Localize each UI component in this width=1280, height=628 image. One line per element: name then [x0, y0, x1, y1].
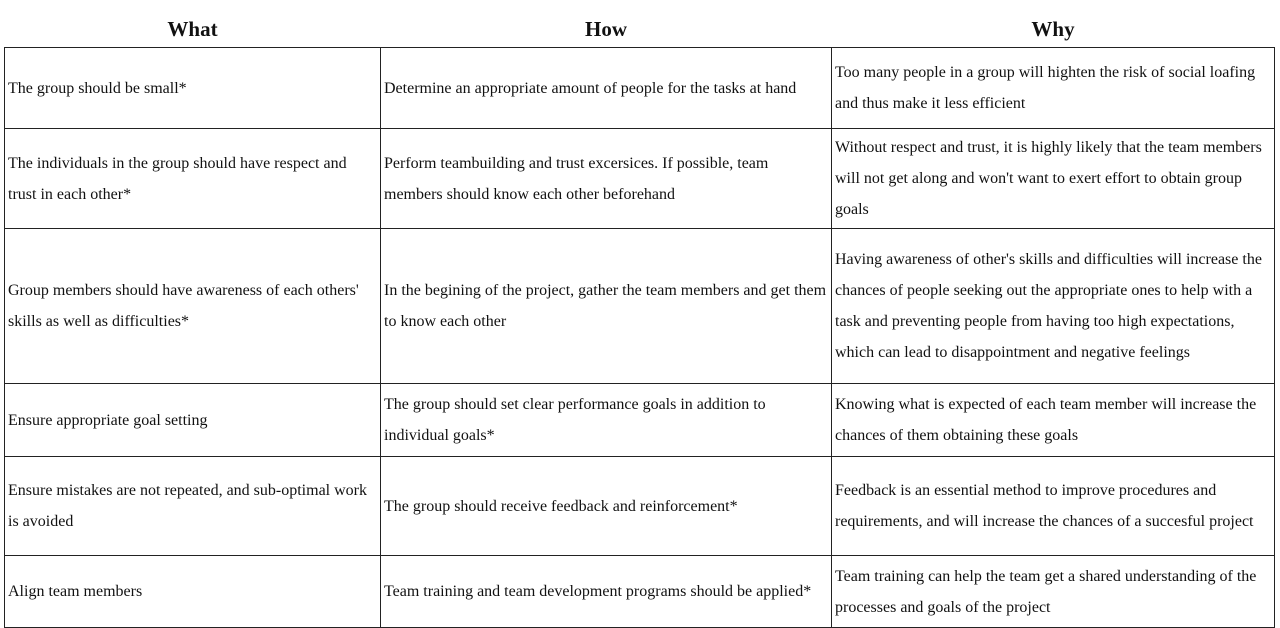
what-how-why-table — [4, 12, 1275, 628]
header-what: What — [5, 12, 381, 48]
how-cell: Perform teambuilding and trust excersices. If possible, team members should know each other beforehand — [381, 129, 832, 229]
table-row — [5, 229, 1275, 384]
header-how: How — [381, 12, 832, 48]
why-cell: Too many people in a group will highten the risk of social loafing and thus make it less efficient — [832, 48, 1275, 129]
table-row — [5, 556, 1275, 628]
table-row — [5, 48, 1275, 129]
what-cell: Align team members — [5, 556, 381, 628]
why-cell: Having awareness of other's skills and difficulties will increase the chances of people seeking out the appropriate ones to help with a task and preventing people from having too high expectations, which can lead to disappointment and negative feelings — [832, 229, 1275, 384]
how-cell: The group should set clear performance goals in addition to individual goals* — [381, 384, 832, 457]
table-row — [5, 384, 1275, 457]
how-cell: Team training and team development programs should be applied* — [381, 556, 832, 628]
what-cell: The individuals in the group should have respect and trust in each other* — [5, 129, 381, 229]
how-cell: Determine an appropriate amount of people for the tasks at hand — [381, 48, 832, 129]
why-cell: Knowing what is expected of each team member will increase the chances of them obtaining these goals — [832, 384, 1275, 457]
table-row — [5, 129, 1275, 229]
why-cell: Without respect and trust, it is highly likely that the team members will not get along and won't want to exert effort to obtain group goals — [832, 129, 1275, 229]
header-why: Why — [832, 12, 1275, 48]
what-cell: The group should be small* — [5, 48, 381, 129]
what-cell: Ensure mistakes are not repeated, and sub-optimal work is avoided — [5, 457, 381, 556]
how-cell: In the begining of the project, gather the team members and get them to know each other — [381, 229, 832, 384]
how-cell: The group should receive feedback and reinforcement* — [381, 457, 832, 556]
why-cell: Feedback is an essential method to improve procedures and requirements, and will increase the chances of a succesful project — [832, 457, 1275, 556]
header-row — [5, 12, 1275, 48]
what-cell: Group members should have awareness of each others' skills as well as difficulties* — [5, 229, 381, 384]
table-row — [5, 457, 1275, 556]
what-cell: Ensure appropriate goal setting — [5, 384, 381, 457]
why-cell: Team training can help the team get a shared understanding of the processes and goals of the project — [832, 556, 1275, 628]
